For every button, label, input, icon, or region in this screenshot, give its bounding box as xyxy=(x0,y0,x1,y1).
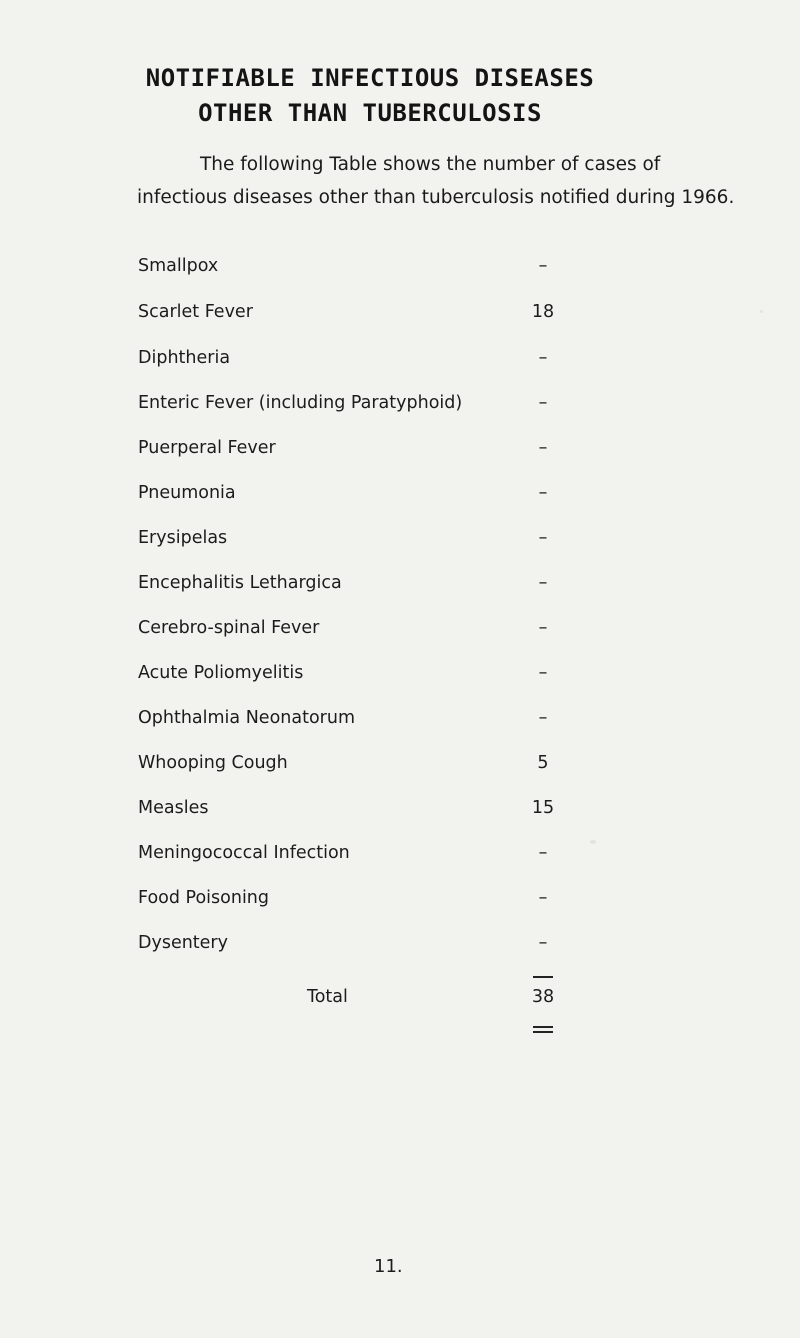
total-rule-above xyxy=(533,976,553,978)
disease-name: Food Poisoning xyxy=(138,888,270,908)
total-double-rule-bottom xyxy=(533,1031,553,1033)
disease-name: Smallpox xyxy=(138,256,219,276)
page-number: 11. xyxy=(374,1256,403,1277)
total-value: 38 xyxy=(531,987,555,1007)
table-row xyxy=(138,663,558,691)
case-count: – xyxy=(538,256,548,276)
intro-line-1: The following Table shows the number of cases of xyxy=(200,154,661,175)
disease-name: Pneumonia xyxy=(138,483,236,503)
case-count: 5 xyxy=(537,753,549,773)
intro-line-2: infectious diseases other than tuberculosis notified during 1966. xyxy=(137,187,735,208)
disease-name: Puerperal Fever xyxy=(138,438,276,458)
table-row xyxy=(138,708,558,736)
title-line-2: OTHER THAN TUBERCULOSIS xyxy=(198,99,542,127)
total-label: Total xyxy=(307,987,348,1007)
case-count: – xyxy=(538,438,548,458)
case-count: – xyxy=(538,573,548,593)
table-row xyxy=(138,393,558,421)
table-row xyxy=(138,302,558,330)
disease-name: Meningococcal Infection xyxy=(138,843,350,863)
case-count: – xyxy=(538,483,548,503)
case-count: – xyxy=(538,348,548,368)
disease-name: Enteric Fever (including Paratyphoid) xyxy=(138,393,463,413)
table-row xyxy=(138,348,558,376)
case-count: 18 xyxy=(531,302,555,322)
disease-name: Measles xyxy=(138,798,209,818)
table-row xyxy=(138,256,558,284)
table-row xyxy=(138,438,558,466)
table-row xyxy=(138,888,558,916)
case-count: – xyxy=(538,528,548,548)
table-row xyxy=(138,618,558,646)
case-count: – xyxy=(538,618,548,638)
disease-name: Dysentery xyxy=(138,933,228,953)
case-count: 15 xyxy=(531,798,555,818)
table-row xyxy=(138,843,558,871)
title-line-1: NOTIFIABLE INFECTIOUS DISEASES xyxy=(145,64,595,92)
table-row xyxy=(138,933,558,961)
case-count: – xyxy=(538,663,548,683)
case-count: – xyxy=(538,393,548,413)
total-double-rule-top xyxy=(533,1026,553,1028)
case-count: – xyxy=(538,843,548,863)
table-row xyxy=(138,483,558,511)
case-count: – xyxy=(538,708,548,728)
disease-name: Acute Poliomyelitis xyxy=(138,663,304,683)
table-row xyxy=(138,573,558,601)
disease-name: Scarlet Fever xyxy=(138,302,253,322)
disease-name: Diphtheria xyxy=(138,348,231,368)
case-count: – xyxy=(538,888,548,908)
paper-speck xyxy=(760,310,763,313)
disease-name: Erysipelas xyxy=(138,528,228,548)
table-row xyxy=(138,753,558,781)
disease-name: Whooping Cough xyxy=(138,753,288,773)
table-row xyxy=(138,798,558,826)
paper-speck xyxy=(590,840,596,844)
disease-name: Ophthalmia Neonatorum xyxy=(138,708,355,728)
disease-name: Encephalitis Lethargica xyxy=(138,573,342,593)
disease-name: Cerebro-spinal Fever xyxy=(138,618,320,638)
case-count: – xyxy=(538,933,548,953)
table-row xyxy=(138,528,558,556)
